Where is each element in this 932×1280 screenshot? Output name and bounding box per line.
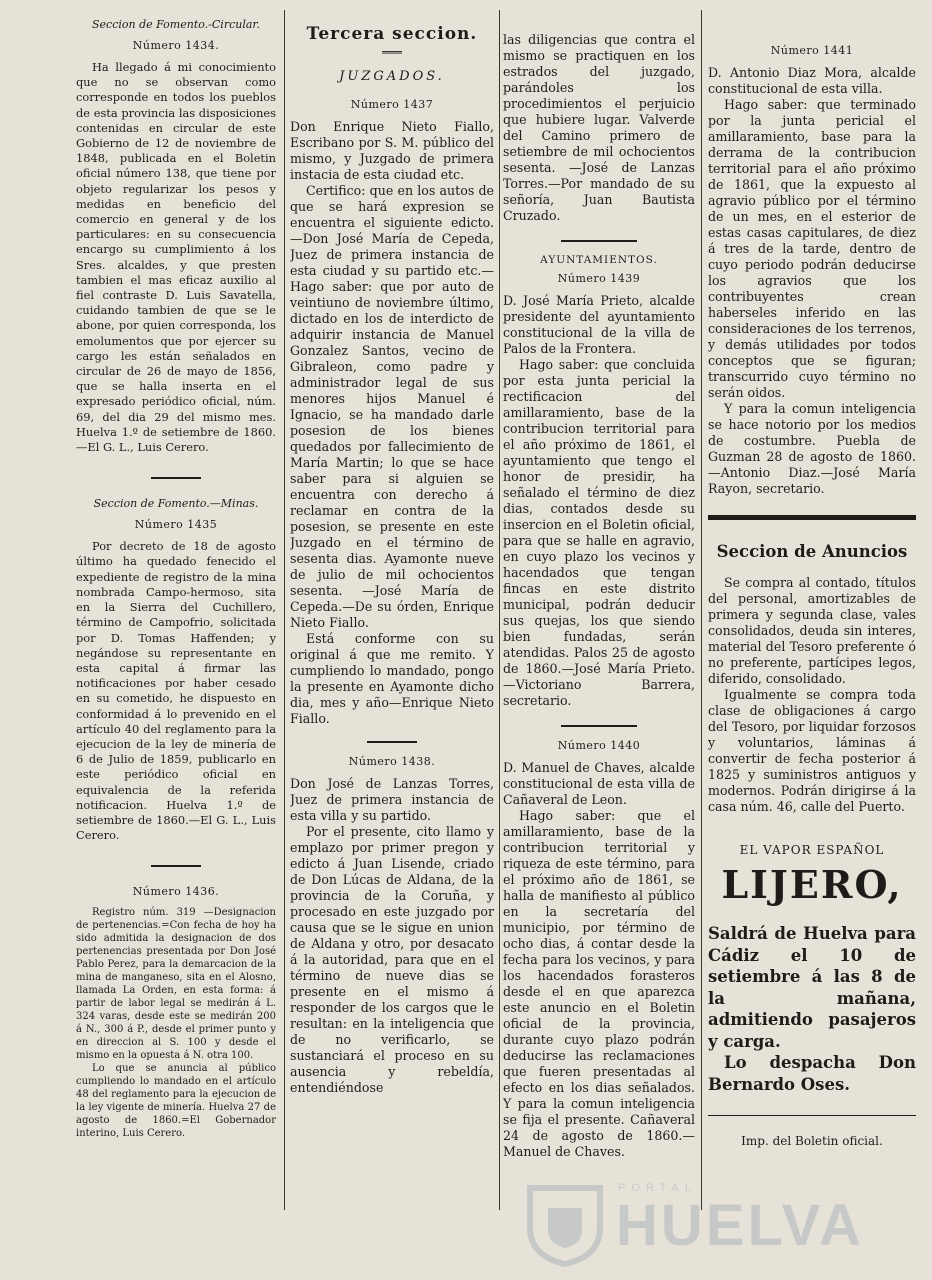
- column-1: [76, 14, 276, 1140]
- subsection-title: AYUNTAMIENTOS.: [540, 254, 658, 266]
- notice-text: Hago saber: que concluida por esta junta pericial la rectificacion del amillaramiento, base de la contribucion territorial para el año próximo de 1861, el ayuntamiento que tengo el honor de presidir, ha señalado el término de diez dias, contados desde su insercion en el Boletin oficial, para que se halle en agravio, en cuyo plazo los vecinos y hacendados que tengan fincas en este distrito municipal, podrán deducir sus quejas, los que siendo bien fundadas, serán atendidas. Palos 25 de agosto de 1860.—José María Prieto.—Victoriano Barrera, secretario.: [503, 357, 695, 708]
- watermark-main: HUELVA: [616, 1193, 864, 1258]
- subsection-title: JUZGADOS.: [339, 69, 445, 84]
- section-header: Seccion de Fomento.-Circular.: [92, 18, 260, 31]
- separator: [151, 477, 201, 479]
- notice-number: Número 1440: [557, 739, 641, 752]
- ornament: ═══: [382, 46, 402, 59]
- section-title: Tercera seccion.: [306, 24, 478, 44]
- notice-text: Por decreto de 18 de agosto último ha quedado fenecido el expediente de registro de la mina nombrada Campo-hermoso, sita en la Sierra del Cuchillero, término de Campofrio, solicitada por D. Tomas Haffenden; y negándose su representante en esta capital á firmar las notificaciones por haber cesado en su cometido, he dispuesto en conformidad á lo prevenido en el artículo 40 del reglamento para la ejecucion de la ley de minería de 6 de Julio de 1859, publicarlo en este periódico oficial en equivalencia de la referida notificacion. Huelva 1.º de setiembre de 1860.—El G. L., Luis Cerero.: [76, 539, 276, 843]
- heavy-rule: [708, 515, 916, 520]
- ad-heading: EL VAPOR ESPAÑOL: [739, 843, 885, 857]
- notice-heading: D. Manuel de Chaves, alcalde constitucional de esta villa de Cañaveral de Leon.: [503, 760, 695, 807]
- notice-text: Hago saber: que el amillaramiento, base de la contribucion territorial y riqueza de este término, para el próximo año de 1861, se halla de manifiesto al público en la secretaría del municipio, por término de ocho dias, á contar desde la fecha para los vecinos, y para los hacendados forasteros desde el en que aparezca este anuncio en el Boletin oficial de la provincia, durante cuyo plazo podrán deducirse las reclamaciones que fueren presentadas al efecto en los dias señalados. Y para la comun inteligencia se fija el presente. Cañaveral 24 de agosto de 1860.—Manuel de Chaves.: [503, 808, 695, 1159]
- printer-imprint: Imp. del Boletin oficial.: [741, 1134, 883, 1148]
- notice-text: Ha llegado á mi conocimiento que no se observan como corresponde en todos los pueblos de esta provincia las disposiciones contenidas en circular de este Gobierno de 12 de noviembre de 1848, publicada en el Boletin oficial número 138, que tiene por objeto regularizar los pesos y medidas en beneficio del comercio en general y de los particulares: en su consecuencia encargo su cumplimiento á los Sres. alcaldes, y que presten tambien el mas eficaz auxilio al fiel contraste D. Luis Savatella, cuidando tambien de que se le abone, por quien corresponda, los emolumentos que por ejercer su cargo les están señalados en circular de 26 de mayo de 1856, que se halla inserta en el expresado periódico oficial, núm. 69, del dia 29 del mismo mes. Huelva 1.º de setiembre de 1860.—El G. L., Luis Cerero.: [76, 60, 276, 455]
- shield-icon: [520, 1178, 610, 1268]
- section-header: Seccion de Fomento.—Minas.: [93, 497, 259, 511]
- notice-number: Número 1437: [350, 98, 434, 111]
- column-rule: [499, 10, 500, 1210]
- notice-text: Está conforme con su original á que me remito. Y cumpliendo lo mandado, pongo la presente en Ayamonte dicho dia, mes y año—Enrique Nieto Fiallo.: [290, 631, 494, 726]
- notice-text: Certifico: que en los autos de que se hará expresion se encuentra el siguiente edicto. —Don José María de Cepeda, Juez de primera instancia de esta ciudad y su partido etc.—Hago saber: que por auto de veintiuno de noviembre último, dictado en los de interdicto de adquirir instancia de Manuel Gonzalez Santos, vecino de Gibraleon, como padre y administrador legal de sus menores hijos Manuel é Ignacio, se ha mandado darle posesion de los bienes quedados por fallecimiento de María Martin; lo que se hace saber para si alguien se encuentra con derecho á reclamar en contra de la posesion, se presente en este Juzgado en el término de sesenta dias. Ayamonte nueve de julio de mil ochocientos sesenta. —José María de Cepeda.—De su órden, Enrique Nieto Fiallo.: [290, 183, 494, 630]
- notice-text: las diligencias que contra el mismo se practiquen en los estrados del juzgado, parándoles los procedimientos el perjuicio que hubiere lugar. Valverde del Camino primero de setiembre de mil ochocientos sesenta. —José de Lanzas Torres.—Por mandado de su señoría, Juan Bautista Cruzado.: [503, 32, 695, 223]
- separator: [561, 240, 637, 242]
- separator: [367, 741, 417, 743]
- notice-heading: D. José María Prieto, alcalde presidente del ayuntamiento constitucional de la villa de Palos de la Frontera.: [503, 293, 695, 356]
- ad-text: Se compra al contado, títulos del personal, amortizables de primera y segunda clase, vales consolidados, deuda sin interes, material del Tesoro preferente ó no preferente, partícipes legos, diferido, consolidado.: [708, 575, 916, 686]
- ad-text: Igualmente se compra toda clase de obligaciones á cargo del Tesoro, por liquidar forzosos y voluntarios, láminas á convertir de fecha posterior á 1825 y suministros antiguos y modernos. Podrán dirigirse á la casa núm. 46, calle del Puerto.: [708, 687, 916, 814]
- portal-huelva-watermark: [520, 1178, 880, 1268]
- column-3: [503, 32, 695, 1160]
- column-2: [290, 24, 494, 1096]
- ship-name: LIJERO,: [721, 862, 903, 907]
- ad-text: Lo despacha Don Bernardo Oses.: [708, 1053, 916, 1094]
- ad-text: Saldrá de Huelva para Cádiz el 10 de setiembre á las 8 de la mañana, admitiendo pasajeros y carga.: [708, 924, 916, 1051]
- column-4: [708, 38, 916, 1148]
- notice-number: Número 1436.: [132, 885, 220, 899]
- notice-number: Número 1438.: [348, 755, 436, 768]
- section-title: Seccion de Anuncios: [716, 542, 908, 561]
- column-rule: [701, 10, 702, 1210]
- notice-text: Registro núm. 319 —Designacion de pertenencias.=Con fecha de hoy ha sido admitida la designacion de dos pertenencias presentada por Don José Pablo Perez, para la demarcacion de la mina de manganeso, sita en el Alosno, llamada La Orden, en esta forma: á partir de labor legal se medirán á L. 324 varas, desde este se medirán 200 á N., 300 á P., desde el primer punto y en direccion al S. 100 y desde el mismo en la opuesta á N. otra 100.: [76, 907, 276, 1062]
- notice-heading: Don José de Lanzas Torres, Juez de primera instancia de esta villa y su partido.: [290, 776, 494, 823]
- notice-number: Número 1441: [770, 44, 854, 57]
- notice-number: Número 1434.: [132, 39, 220, 52]
- notice-heading: D. Antonio Diaz Mora, alcalde constitucional de esta villa.: [708, 65, 916, 96]
- column-rule: [284, 10, 285, 1210]
- notice-text: Por el presente, cito llamo y emplazo por primer pregon y edicto á Juan Lisende, criado de Don Lúcas de Aldana, de la provincia de la Coruña, y procesado en este juzgado por causa que se le sigue en union de Aldana y otro, por desacato á la autoridad, para que en el término de nueve dias se presente en el mismo á responder de los cargos que le resultan: en la inteligencia que de no verificarlo, se sustanciará el proceso en su ausencia y rebeldía, entendiéndose: [290, 824, 494, 1095]
- rule: [708, 1115, 916, 1116]
- separator: [561, 725, 637, 727]
- notice-number: Número 1439: [557, 272, 641, 285]
- notice-heading: Don Enrique Nieto Fiallo, Escribano por S. M. público del mismo, y Juzgado de primera instacia de esta ciudad etc.: [290, 119, 494, 182]
- watermark-top: PORTAL: [618, 1182, 697, 1194]
- notice-text: Y para la comun inteligencia se hace notorio por los medios de costumbre. Puebla de Guzman 28 de agosto de 1860. —Antonio Diaz.—José María Rayon, secretario.: [708, 401, 916, 496]
- notice-text: Lo que se anuncia al público cumpliendo lo mandado en el artículo 48 del reglamento para la ejecucion de la ley vigente de minería. Huelva 27 de agosto de 1860.=El Gobernador interino, Luis Cerero.: [76, 1063, 276, 1140]
- notice-text: Hago saber: que terminado por la junta pericial el amillaramiento, base para la derrama de la contribucion territorial para el año próximo de 1861, que la expuesto al agravio público por el término de un mes, en el esterior de estas casas capitulares, de diez á tres de la tarde, dentro de cuyo periodo podrán deducirse los agravios que los contribuyentes crean haberseles inferido en las consideraciones de los terrenos, y demás utilidades por todos conceptos que se figuran; transcurrido cuyo término no serán oidos.: [708, 97, 916, 400]
- separator: [151, 865, 201, 867]
- notice-number: Número 1435: [134, 518, 218, 532]
